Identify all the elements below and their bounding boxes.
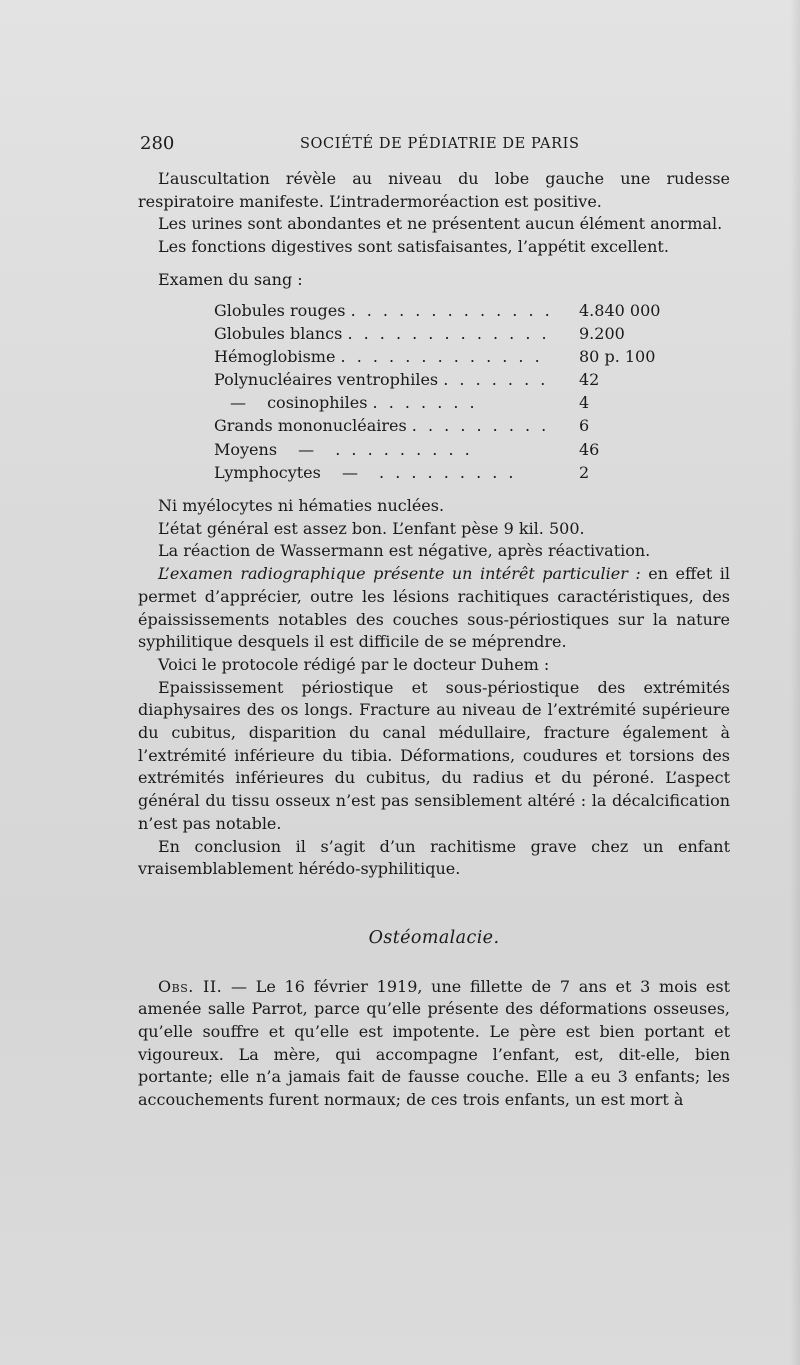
blood-value: 4.840 000: [579, 300, 661, 320]
body-text: [138, 168, 730, 1112]
paragraph-auscultation: L’auscultation révèle au niveau du lobe gauche une rudesse respiratoire manifeste. L’intradermoréaction est positive.: [138, 169, 730, 211]
observation-text: — Le 16 février 1919, une fillette de 7 ans et 3 mois est amenée salle Parrot, parce qu’elle présente des déformations osseuses, qu’elle souffre et qu’elle est impotente. Le père est bien portant et vigoureux. La mère, qui accompagne l’enfant, est, dit-elle, bien portante; elle n’a jamais fait de fausse couche. Elle a eu 3 enfants; les accouchements furent normaux; de ces trois enfants, un est mort à: [138, 976, 730, 1110]
leader-dots: . . . . . . . . .: [411, 416, 550, 436]
blood-row: [214, 323, 672, 346]
paragraph-protocol: Epaississement périostique et sous-périostique des extrémités diaphysaires des os longs. Fracture au niveau de l’extrémité supérieure du cubitus, disparition du canal médullaire, fracture également à l’extrémité inférieure du tibia. Déformations, coudures et torsions des extrémités inférieures du cubitus, du radius et du péroné. L’aspect général du tissu osseux n’est pas sensiblement altéré : la décalcification n’est pas notable.: [138, 677, 730, 833]
paragraph-observation: [138, 976, 730, 1112]
blood-label: Globules rouges: [214, 300, 346, 320]
leader-dots: . . . . . . . . .: [379, 462, 517, 482]
leader-dots: . . . . . . .: [372, 393, 478, 413]
blood-table: [214, 300, 672, 486]
ditto-dash: —: [230, 393, 246, 413]
paragraph-digestion: Les fonctions digestives sont satisfaisantes, l’appétit excellent.: [158, 237, 669, 257]
blood-label: Hémoglobisme: [214, 346, 336, 366]
blood-value: 42: [579, 370, 600, 390]
blood-label: Grands mononucléaires: [214, 416, 407, 436]
blood-row: [214, 415, 672, 438]
radiography-lead: L’examen radiographique présente un intérêt particulier :: [158, 564, 641, 584]
blood-row: [214, 369, 672, 392]
section-title: Ostéomalacie.: [368, 927, 500, 948]
blood-row: [214, 462, 672, 485]
page-number: 280: [140, 133, 175, 154]
observation-label: Obs. II.: [158, 976, 223, 996]
blood-row: [214, 346, 672, 369]
blood-value: 46: [579, 439, 600, 459]
blood-label: Moyens: [214, 439, 278, 459]
leader-dots: . . . . . . . . . . . . .: [340, 346, 543, 366]
paragraph-conclusion: En conclusion il s’agit d’un rachitisme grave chez un enfant vraisemblablement hérédo-syphilitique.: [138, 836, 730, 879]
blood-exam-heading: Examen du sang :: [158, 269, 303, 289]
blood-row: [214, 439, 672, 462]
paragraph-radiography: [138, 563, 730, 654]
blood-value: 9.200: [579, 323, 625, 343]
blood-label: cosinophiles: [267, 393, 368, 413]
leader-dots: . . . . . . . . . . . . .: [350, 300, 553, 320]
ditto-dash: —: [298, 439, 315, 459]
blood-value: 4: [579, 393, 590, 413]
paragraph-myelocytes: Ni myélocytes ni hématies nuclées.: [158, 496, 445, 516]
blood-label: Polynucléaires ventrophiles: [214, 370, 439, 390]
leader-dots: . . . . . . .: [443, 370, 549, 390]
blood-label: Globules blancs: [214, 323, 343, 343]
paragraph-general-state: L’état général est assez bon. L’enfant pèse 9 kil. 500.: [158, 518, 585, 538]
blood-row: [214, 300, 672, 323]
blood-label: Lymphocytes: [214, 462, 321, 482]
ditto-dash: —: [341, 462, 358, 482]
paragraph-protocol-intro: Voici le protocole rédigé par le docteur Duhem :: [158, 654, 550, 674]
paragraph-wassermann: La réaction de Wassermann est négative, après réactivation.: [158, 541, 651, 561]
page-header: [140, 133, 730, 157]
radiography-rest: en effet il permet d’apprécier, outre les lésions rachitiques caractéristiques, des épaississements notables des couches sous-périostiques sur la nature syphilitique desquels il est difficile de se méprendre.: [138, 564, 731, 652]
leader-dots: . . . . . . . . .: [335, 439, 473, 459]
paragraph-urines: Les urines sont abondantes et ne présentent aucun élément anormal.: [158, 214, 723, 234]
leader-dots: . . . . . . . . . . . . .: [347, 323, 550, 343]
blood-value: 6: [579, 416, 590, 436]
blood-value: 80 p. 100: [579, 346, 656, 366]
running-title: SOCIÉTÉ DE PÉDIATRIE DE PARIS: [300, 136, 580, 152]
blood-value: 2: [579, 462, 590, 482]
blood-row: [214, 392, 672, 415]
